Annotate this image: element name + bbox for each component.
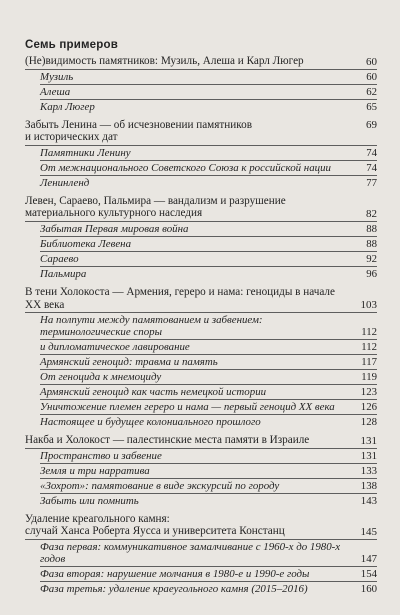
toc-subentry[interactable] bbox=[25, 101, 377, 113]
divider-rule bbox=[40, 339, 377, 340]
subentry-title: Забыть или помнить bbox=[40, 494, 139, 507]
subentry-title: Алеша bbox=[40, 85, 71, 98]
page-number: 117 bbox=[361, 356, 377, 369]
divider-rule bbox=[40, 369, 377, 370]
toc-entry[interactable] bbox=[25, 525, 377, 538]
subentry-title: Фаза третья: удаление краеугольного камня (2015–2016) bbox=[40, 582, 308, 595]
toc-subentry[interactable] bbox=[25, 495, 377, 507]
subentry-title: Памятники Ленину bbox=[40, 146, 131, 159]
page-number: 77 bbox=[366, 176, 377, 189]
page-number: 154 bbox=[360, 567, 377, 580]
toc-entry[interactable] bbox=[25, 55, 377, 68]
page-number: 131 bbox=[360, 434, 377, 447]
subentry-title: Карл Люгер bbox=[40, 100, 95, 113]
toc-subentry[interactable] bbox=[25, 416, 377, 428]
page-number: 60 bbox=[366, 70, 377, 83]
toc-subentry[interactable] bbox=[25, 541, 377, 565]
subentry-title: Музиль bbox=[40, 70, 74, 83]
toc-subentry[interactable] bbox=[25, 162, 377, 174]
subentry-title: От геноцида к мнемоциду bbox=[40, 371, 162, 384]
subentry-title: Пальмира bbox=[40, 267, 87, 280]
divider-rule bbox=[25, 221, 377, 222]
divider-rule bbox=[40, 414, 377, 415]
toc-subentry[interactable] bbox=[25, 480, 377, 492]
divider-rule bbox=[40, 399, 377, 400]
subentry-title: Армянский геноцид: травма и память bbox=[40, 356, 218, 369]
entry-title: Удаление креагольного камня: bbox=[25, 512, 170, 525]
page-number: 112 bbox=[361, 341, 377, 354]
page-number: 123 bbox=[360, 386, 377, 399]
entry-title: Левен, Сараево, Пальмира — вандализм и разрушение материального культурного наследия bbox=[25, 194, 286, 220]
toc-subentry[interactable] bbox=[25, 386, 377, 398]
page-number: 74 bbox=[366, 146, 377, 159]
subentry-title: и дипломатическое лавирование bbox=[40, 341, 190, 354]
subentry-title: Ленинленд bbox=[40, 176, 90, 189]
subentry-title: На полпути между памятованием и забвением: терминологические споры bbox=[40, 314, 263, 339]
subentry-title: Сараево bbox=[40, 252, 79, 265]
page-number: 96 bbox=[366, 267, 377, 280]
divider-rule bbox=[40, 236, 377, 237]
toc-section bbox=[25, 434, 377, 507]
toc-subentry[interactable] bbox=[25, 450, 377, 462]
subentry-title: Настоящее и будущее колониального прошлого bbox=[40, 416, 261, 429]
toc-subentry[interactable] bbox=[25, 268, 377, 280]
toc-entry[interactable] bbox=[25, 195, 377, 220]
toc-subentry[interactable] bbox=[25, 465, 377, 477]
page-number: 119 bbox=[361, 371, 377, 384]
page-number: 126 bbox=[360, 401, 377, 414]
page-number: 160 bbox=[360, 582, 377, 595]
toc-entry[interactable] bbox=[25, 434, 377, 447]
entry-title: Забыть Ленина — об исчезновении памятников bbox=[25, 118, 253, 131]
subentry-title: Уничтожение племен гереро и нама — первый геноцид XX века bbox=[40, 401, 335, 414]
toc-entry[interactable] bbox=[25, 286, 377, 311]
divider-rule bbox=[40, 99, 377, 100]
page-number: 103 bbox=[360, 299, 377, 312]
page-number: 74 bbox=[366, 161, 377, 174]
divider-rule bbox=[25, 69, 377, 70]
toc-subentry[interactable] bbox=[25, 583, 377, 595]
divider-rule bbox=[40, 384, 377, 385]
divider-rule bbox=[40, 493, 377, 494]
subentry-title: Забытая Первая мировая война bbox=[40, 222, 189, 235]
divider-rule bbox=[25, 145, 377, 146]
subentry-title: Фаза первая: коммуникативное замалчивание с 1960-х до 1980-х годов bbox=[40, 540, 341, 565]
page-number: 147 bbox=[360, 552, 377, 565]
divider-rule bbox=[40, 581, 377, 582]
divider-rule bbox=[25, 312, 377, 313]
entry-title: В тени Холокоста — Армения, гереро и нама: геноциды в начале XX века bbox=[25, 285, 335, 311]
page-number: 92 bbox=[366, 252, 377, 265]
divider-rule bbox=[40, 478, 377, 479]
toc-subentry[interactable] bbox=[25, 568, 377, 580]
divider-rule bbox=[40, 266, 377, 267]
divider-rule bbox=[40, 160, 377, 161]
divider-rule bbox=[40, 84, 377, 85]
divider-rule bbox=[40, 463, 377, 464]
divider-rule bbox=[40, 175, 377, 176]
entry-title: и исторических дат bbox=[25, 131, 118, 144]
page-number: 112 bbox=[361, 326, 377, 339]
toc-subentry[interactable] bbox=[25, 401, 377, 413]
subentry-title: Земля и три нарратива bbox=[40, 464, 150, 477]
page-number: 133 bbox=[360, 464, 377, 477]
toc-section bbox=[25, 55, 377, 113]
toc-entry[interactable] bbox=[25, 513, 377, 526]
toc-subentry[interactable] bbox=[25, 86, 377, 98]
toc-subentry[interactable] bbox=[25, 223, 377, 235]
toc-subentry[interactable] bbox=[25, 371, 377, 383]
page-number: 138 bbox=[360, 479, 377, 492]
divider-rule bbox=[40, 354, 377, 355]
divider-rule bbox=[40, 566, 377, 567]
table-of-contents bbox=[25, 39, 377, 601]
toc-subentry[interactable] bbox=[25, 177, 377, 189]
subentry-title: От межнационального Советского Союза к российской нации bbox=[40, 161, 331, 174]
toc-heading: Семь примеров bbox=[25, 39, 118, 51]
entry-title: (Не)видимость памятников: Музиль, Алеша и Карл Люгер bbox=[25, 55, 304, 67]
page-number: 143 bbox=[360, 494, 377, 507]
toc-section bbox=[25, 286, 377, 428]
toc-subentry[interactable] bbox=[25, 238, 377, 250]
divider-rule bbox=[25, 448, 377, 449]
page-number: 88 bbox=[366, 237, 377, 250]
page-number: 88 bbox=[366, 222, 377, 235]
toc-subentry[interactable] bbox=[25, 147, 377, 159]
entry-title: случай Ханса Роберта Яусса и университета Констанц bbox=[25, 525, 285, 538]
subentry-title: Фаза вторая: нарушение молчания в 1980-е и 1990-е годы bbox=[40, 567, 310, 580]
toc-subentry[interactable] bbox=[25, 314, 377, 338]
toc-body bbox=[25, 55, 377, 595]
page-number: 128 bbox=[360, 416, 377, 429]
subentry-title: Библиотека Левена bbox=[40, 237, 132, 250]
page-number: 65 bbox=[366, 100, 377, 113]
toc-section bbox=[25, 195, 377, 280]
divider-rule bbox=[40, 251, 377, 252]
page-number: 145 bbox=[360, 525, 377, 538]
toc-entry[interactable] bbox=[25, 131, 377, 144]
toc-section bbox=[25, 513, 377, 595]
page-number: 69 bbox=[366, 119, 377, 132]
page-number: 131 bbox=[360, 449, 377, 462]
divider-rule bbox=[25, 539, 377, 540]
toc-subentry[interactable] bbox=[25, 71, 377, 83]
subentry-title: Пространство и забвение bbox=[40, 449, 162, 462]
page-number: 60 bbox=[366, 55, 377, 68]
toc-section bbox=[25, 119, 377, 189]
toc-entry[interactable] bbox=[25, 119, 377, 132]
subentry-title: Армянский геноцид как часть немецкой истории bbox=[40, 386, 267, 399]
toc-subentry[interactable] bbox=[25, 341, 377, 353]
toc-subentry[interactable] bbox=[25, 356, 377, 368]
toc-subentry[interactable] bbox=[25, 253, 377, 265]
entry-title: Накба и Холокост — палестинские места памяти в Израиле bbox=[25, 434, 310, 447]
subentry-title: «Зохрот»: памятование в виде экскурсий по городу bbox=[40, 479, 280, 492]
page-number: 82 bbox=[366, 207, 377, 220]
page-number: 62 bbox=[366, 85, 377, 98]
